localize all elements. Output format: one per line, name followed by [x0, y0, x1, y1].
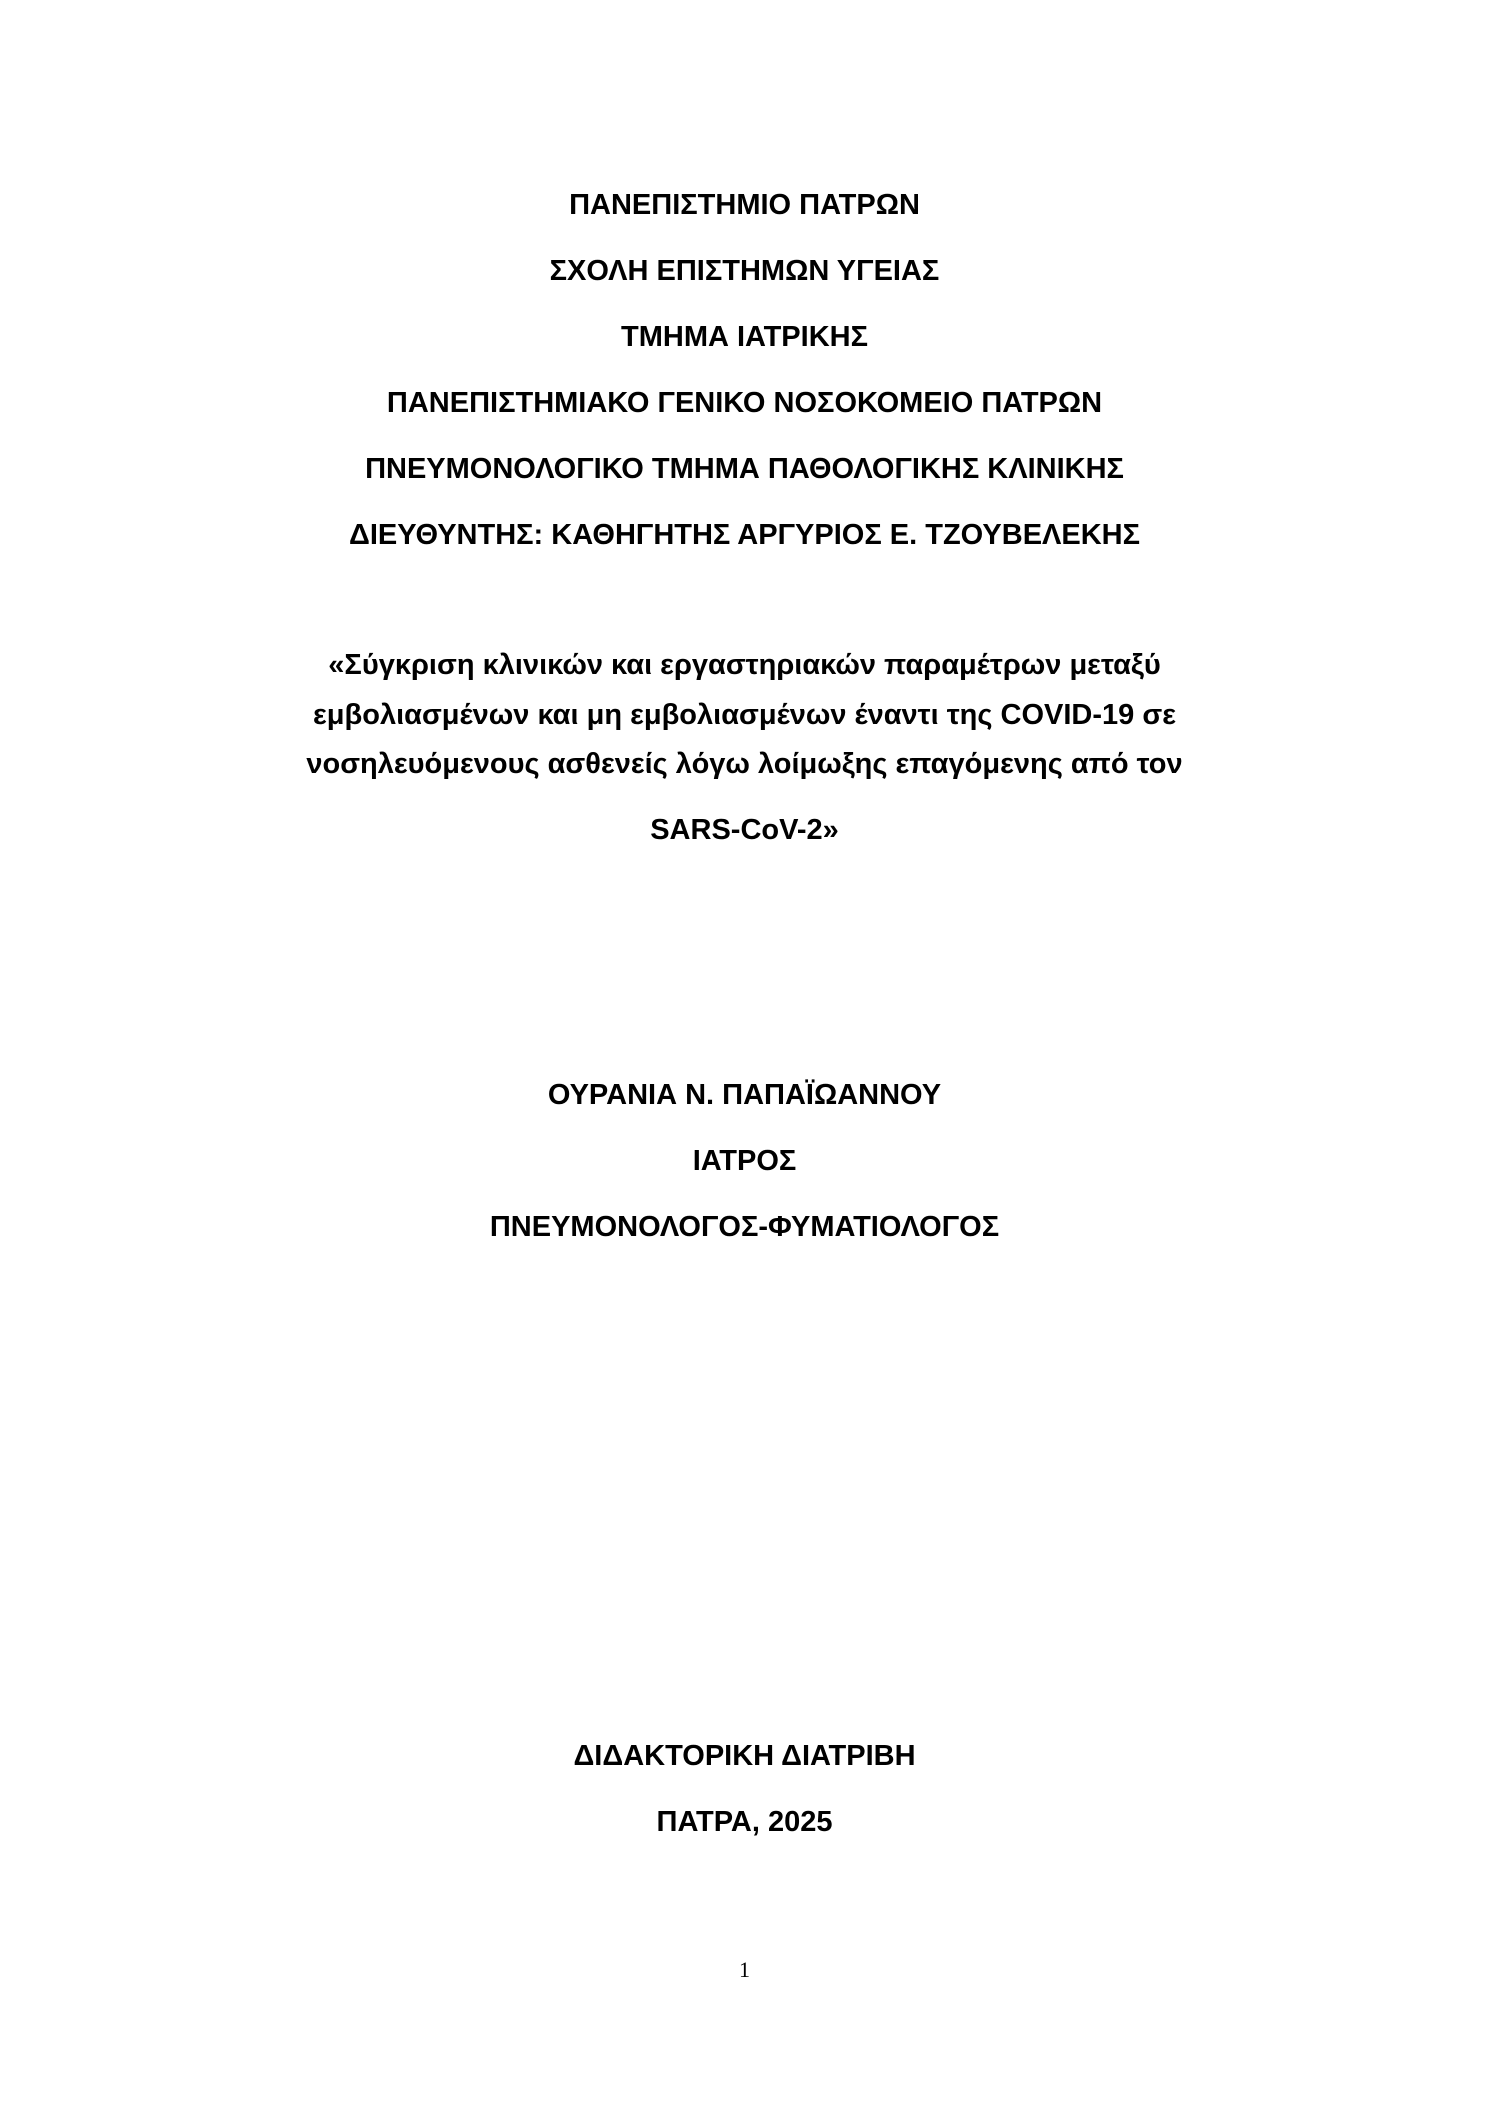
hospital-name: ΠΑΝΕΠΙΣΤΗΜΙΑΚΟ ΓΕΝΙΚΟ ΝΟΣΟΚΟΜΕΙΟ ΠΑΤΡΩΝ: [386, 387, 1103, 419]
university-name: ΠΑΝΕΠΙΣΤΗΜΙΟ ΠΑΤΡΩΝ: [569, 189, 920, 221]
place-year: ΠΑΤΡΑ, 2025: [656, 1806, 833, 1838]
director-line: ΔΙΕΥΘΥΝΤΗΣ: ΚΑΘΗΓΗΤΗΣ ΑΡΓΥΡΙΟΣ Ε. ΤΖΟΥΒΕΛΕΚΗΣ: [348, 519, 1141, 551]
department-name: ΤΜΗΜΑ ΙΑΤΡΙΚΗΣ: [621, 321, 868, 353]
thesis-title-line-4: SARS-CoV-2»: [650, 814, 839, 846]
document-type: ΔΙΔΑΚΤΟΡΙΚΗ ΔΙΑΤΡΙΒΗ: [573, 1740, 916, 1772]
thesis-title-line-3: νοσηλευόμενους ασθενείς λόγω λοίμωξης επαγόμενης από τον: [306, 748, 1183, 780]
clinic-name: ΠΝΕΥΜΟΝΟΛΟΓΙΚΟ ΤΜΗΜΑ ΠΑΘΟΛΟΓΙΚΗΣ ΚΛΙΝΙΚΗΣ: [365, 453, 1124, 485]
author-profession: ΙΑΤΡΟΣ: [692, 1145, 797, 1177]
author-name: ΟΥΡΑΝΙΑ Ν. ΠΑΠΑΪΩΑΝΝΟΥ: [547, 1079, 942, 1111]
school-name: ΣΧΟΛΗ ΕΠΙΣΤΗΜΩΝ ΥΓΕΙΑΣ: [549, 255, 940, 287]
thesis-title-line-1: «Σύγκριση κλινικών και εργαστηριακών παραμέτρων μεταξύ: [328, 649, 1161, 681]
author-specialty: ΠΝΕΥΜΟΝΟΛΟΓΟΣ-ΦΥΜΑΤΙΟΛΟΓΟΣ: [489, 1211, 1000, 1243]
page-number: 1: [739, 1957, 750, 1982]
thesis-title-line-2: εμβολιασμένων και μη εμβολιασμένων έναντι της COVID-19 σε: [313, 699, 1176, 731]
